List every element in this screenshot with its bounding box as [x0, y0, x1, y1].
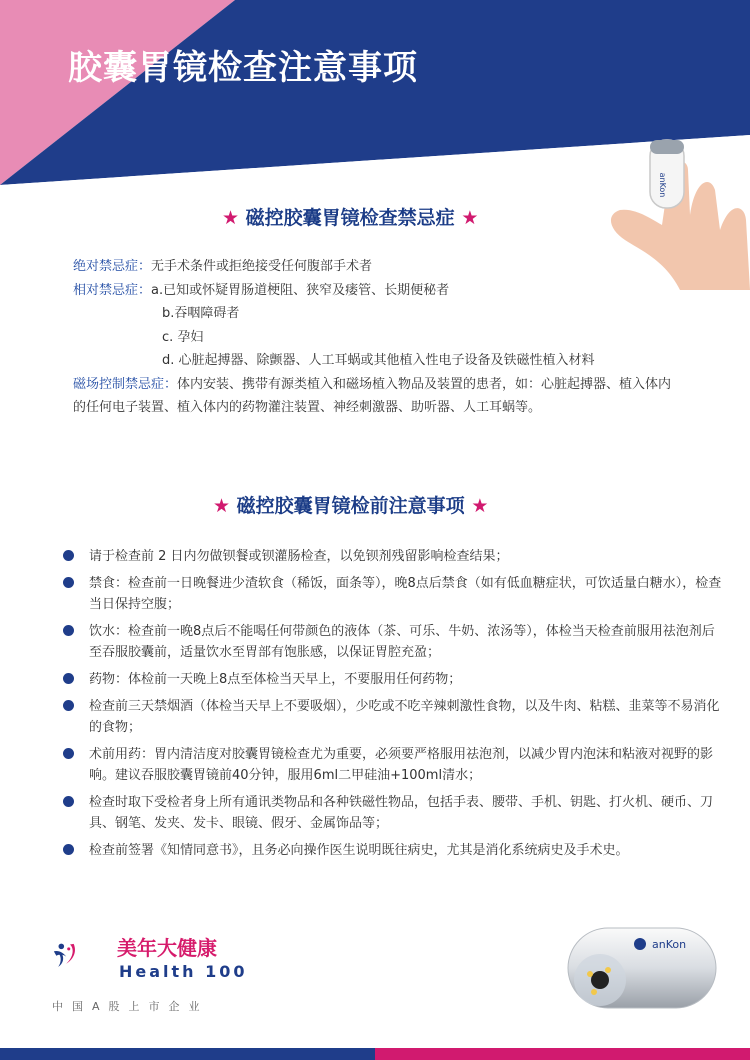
bullet-icon — [63, 625, 74, 636]
bullet-icon — [63, 700, 74, 711]
star-icon: ★ — [461, 207, 479, 229]
bullet-icon — [63, 796, 74, 807]
list-item: 检查前三天禁烟酒（体检当天早上不要吸烟），少吃或不吃辛辣刺激性食物，以及牛肉、粘糕、韭菜等不易消化的食物； — [63, 696, 723, 738]
precautions-heading: ★ 磁控胶囊胃镜检前注意事项 ★ — [213, 495, 489, 517]
list-item: 检查时取下受检者身上所有通讯类物品和各种铁磁性物品，包括手表、腰带、手机、钥匙、打火机、硬币、刀具、钢笔、发夹、发卡、眼镜、假牙、金属饰品等； — [63, 792, 723, 834]
list-item: 术前用药：胃内清洁度对胶囊胃镜检查尤为重要，必须要严格服用祛泡剂，以减少胃内泡沫和粘液对视野的影响。建议吞服胶囊胃镜前40分钟，服用6ml二甲硅油+100ml清水； — [63, 744, 723, 786]
contraindications-heading: ★ 磁控胶囊胃镜检查禁忌症 ★ — [222, 207, 479, 229]
list-item: 检查前签署《知情同意书》，且务必向操作医生说明既往病史，尤其是消化系统病史及手术史。 — [63, 840, 723, 861]
bullet-icon — [63, 844, 74, 855]
magnetic-text: 体内安装、携带有源类植入和磁场植入物品及装置的患者，如：心脏起搏器、植入体内的任何电子装置、植入体内的药物灌注装置、神经刺激器、助听器、人工耳蜗等。 — [73, 376, 672, 415]
page-title: 胶囊胃镜检查注意事项 — [68, 48, 418, 88]
list-item: 请于检查前 2 日内勿做钡餐或钡灌肠检查，以免钡剂残留影响检查结果； — [63, 546, 723, 567]
star-icon: ★ — [213, 495, 231, 517]
relative-label: 相对禁忌症： — [73, 282, 152, 298]
relative-item: c. 孕妇 — [162, 329, 204, 345]
relative-item: a.已知或怀疑胃肠道梗阻、狭窄及瘘管、长期便秘者 — [151, 282, 450, 298]
absolute-text: 无手术条件或拒绝接受任何腹部手术者 — [151, 259, 373, 274]
capsule-brand: anKon — [652, 938, 687, 951]
relative-item: b.吞咽障碍者 — [162, 306, 240, 321]
list-item: 饮水：检查前一晚8点后不能喝任何带颜色的液体（茶、可乐、牛奶、浓汤等），体检当天检查前服用祛泡剂后至吞服胶囊前，适量饮水至胃部有饱胀感，以保证胃腔充盈； — [63, 621, 723, 663]
contraindications-content — [73, 255, 673, 420]
brand-name-en: Health 100 — [119, 962, 248, 981]
slogan: 中国A股上市企业 — [52, 1000, 209, 1013]
bullet-icon — [63, 577, 74, 588]
list-item: 禁食：检查前一日晚餐进少渣软食（稀饭，面条等），晚8点后禁食（如有低血糖症状，可饮适量白糖水），检查当日保持空腹； — [63, 573, 723, 615]
svg-text:anKon: anKon — [658, 172, 667, 198]
bottom-bar — [0, 1040, 750, 1060]
star-icon: ★ — [471, 495, 489, 517]
health100-logo-icon — [52, 925, 114, 987]
brand-name-cn: 美年大健康 — [117, 936, 217, 960]
bullet-icon — [63, 550, 74, 561]
absolute-label: 绝对禁忌症： — [73, 259, 152, 274]
capsule-image — [560, 918, 720, 1028]
bullet-icon — [63, 748, 74, 759]
bullet-icon — [63, 673, 74, 684]
precautions-list — [63, 546, 723, 867]
relative-item: d. 心脏起搏器、除颤器、人工耳蜗或其他植入性电子设备及铁磁性植入材料 — [162, 353, 595, 368]
list-item: 药物：体检前一天晚上8点至体检当天早上，不要服用任何药物； — [63, 669, 723, 690]
star-icon: ★ — [222, 207, 240, 229]
magnetic-label: 磁场控制禁忌症： — [73, 376, 178, 392]
